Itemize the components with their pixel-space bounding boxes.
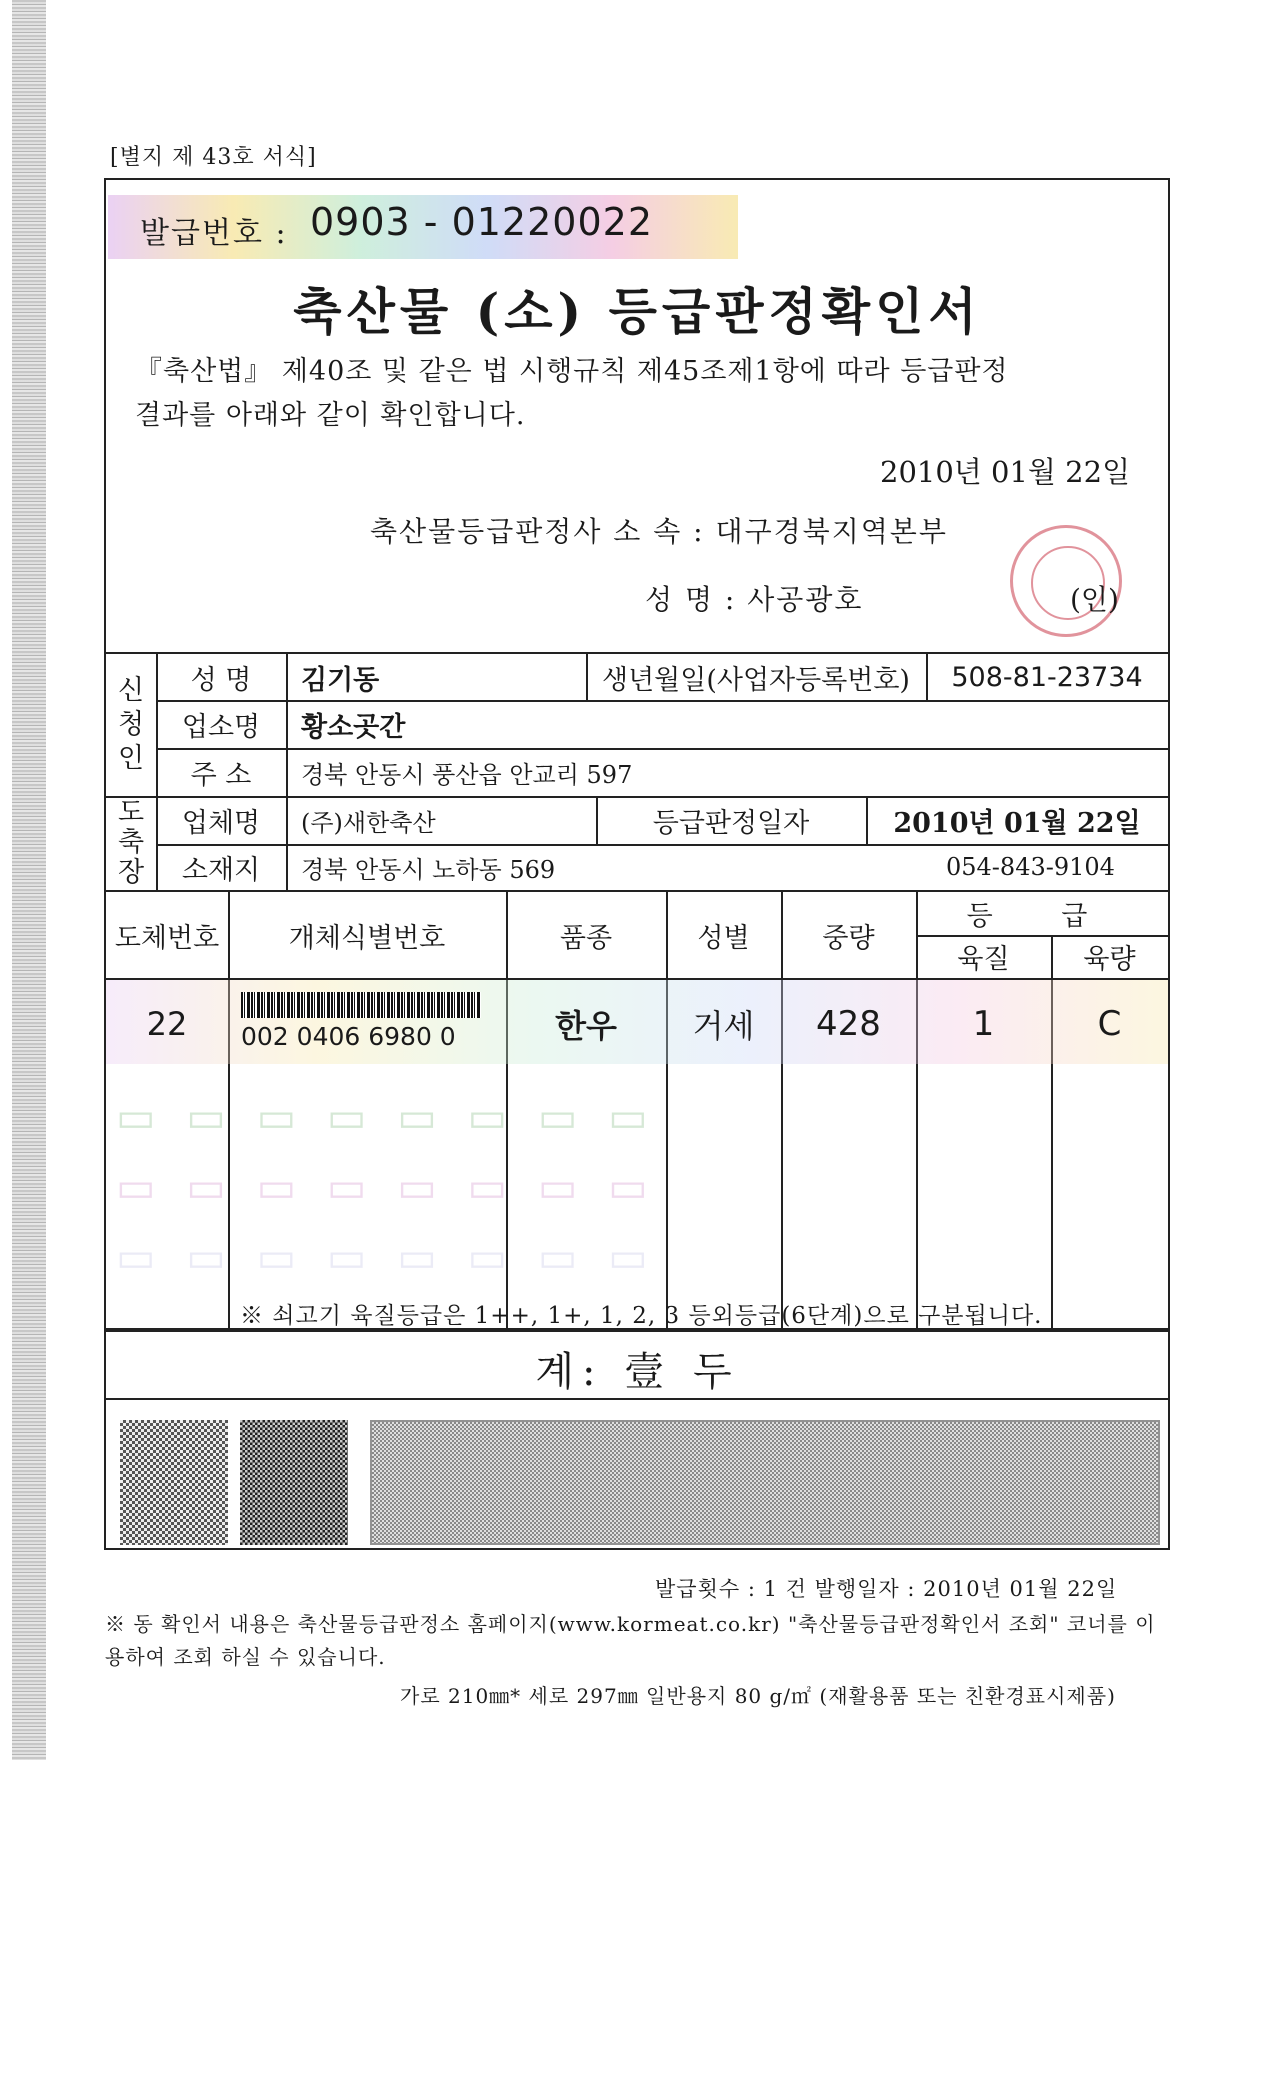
location-value: 경북 안동시 노하동 569 xyxy=(301,855,556,884)
row-weight: 428 xyxy=(816,1004,881,1044)
grader-affiliation: 축산물등급판정사 소 속 : 대구경북지역본부 xyxy=(370,515,948,548)
row-quality-grade: 1 xyxy=(972,1004,995,1044)
header-carcass-no: 도체번호 xyxy=(114,922,220,954)
header-weight: 중량 xyxy=(822,922,875,954)
row-yield-grade: C xyxy=(1097,1004,1122,1044)
company-value: (주)새한축산 xyxy=(301,808,436,837)
inquiry-notice: ※ 동 확인서 내용은 축산물등급판정소 홈페이지(www.kormeat.co.kr) "축산물등급판정확인서 조회" 코너를 이용하여 조회 하실 수 있습니다. xyxy=(105,1612,1156,1669)
row-sex: 거세 xyxy=(692,1007,755,1045)
business-label: 업소명 xyxy=(181,711,261,743)
verification-code-3 xyxy=(370,1420,1160,1545)
slaughterhouse-section-label: 도 축 장 xyxy=(117,797,145,888)
birth-label: 생년월일(사업자등록번호) xyxy=(602,664,910,696)
scan-edge xyxy=(12,0,46,1760)
intro-line-1: 『축산법』 제40조 및 같은 법 시행규칙 제45조제1항에 따라 등급판정 xyxy=(135,356,1009,387)
quality-grade-note: ※ 쇠고기 육질등급은 1++, 1+, 1, 2, 3 등외등급(6단계)으로 구분됩니다. xyxy=(240,1303,1043,1329)
intro-text xyxy=(135,350,1145,438)
row-animal-id: 002 0406 6980 0 xyxy=(241,1022,456,1051)
grade-table xyxy=(104,890,1170,1330)
issue-date: 2010년 01월 22일 xyxy=(880,455,1131,489)
grading-date-value: 2010년 01월 22일 xyxy=(893,807,1141,839)
row-carcass-no: 22 xyxy=(146,1005,188,1043)
company-label: 업체명 xyxy=(181,807,261,839)
paper-spec: 가로 210㎜* 세로 297㎜ 일반용지 80 g/㎡ (재활용품 또는 친환경표시제품) xyxy=(400,1684,1116,1708)
code-divider xyxy=(104,1398,1170,1400)
verification-code-1 xyxy=(120,1420,228,1545)
applicant-name: 김기동 xyxy=(301,664,380,696)
issue-info: 발급횟수 : 1 건 발행일자 : 2010년 01월 22일 xyxy=(655,1577,1118,1601)
address-value: 경북 안동시 풍산읍 안교리 597 xyxy=(301,760,633,789)
business-name: 황소곳간 xyxy=(301,711,406,743)
verification-code-2 xyxy=(240,1420,348,1545)
applicant-section-label: 신 청 인 xyxy=(117,675,145,774)
issue-number-label: 발급번호 : xyxy=(140,216,288,251)
row-breed: 한우 xyxy=(555,1007,617,1045)
location-label: 소재지 xyxy=(181,854,261,886)
header-yield-grade: 육량 xyxy=(1083,944,1136,975)
form-label: [별지 제 43호 서식] xyxy=(110,145,317,170)
document-title: 축산물 (소) 등급판정확인서 xyxy=(293,282,982,341)
grading-date-label: 등급판정일자 xyxy=(652,807,810,839)
total-divider xyxy=(104,1330,1170,1332)
header-breed: 품종 xyxy=(559,922,613,954)
applicant-name-label: 성 명 xyxy=(190,664,252,696)
seal-mark: (인) xyxy=(1070,583,1119,616)
row-animal-id-cell xyxy=(241,992,496,1051)
header-grade: 등 급 xyxy=(966,901,1118,932)
header-quality-grade: 육질 xyxy=(957,944,1010,975)
intro-line-2: 결과를 아래와 같이 확인합니다. xyxy=(135,400,526,431)
barcode xyxy=(241,992,481,1018)
header-sex: 성별 xyxy=(697,922,750,954)
birth-value: 508-81-23734 xyxy=(951,661,1143,693)
watermark-pattern: ▭ ▭ ▭ ▭ ▭ ▭ ▭ ▭ xyxy=(116,1092,656,1141)
total-count: 계: 壹 두 xyxy=(535,1349,740,1395)
grader-name: 성 명 : 사공광호 xyxy=(645,583,864,616)
address-label: 주 소 xyxy=(190,759,252,791)
phone-value: 054-843-9104 xyxy=(946,853,1115,881)
watermark-pattern: ▭ ▭ ▭ ▭ ▭ ▭ ▭ ▭ xyxy=(116,1232,656,1281)
applicant-table xyxy=(104,652,1170,892)
issue-number: 0903 - 01220022 xyxy=(310,200,653,244)
header-animal-id: 개체식별번호 xyxy=(288,922,446,954)
watermark-pattern: ▭ ▭ ▭ ▭ ▭ ▭ ▭ ▭ xyxy=(116,1162,656,1211)
